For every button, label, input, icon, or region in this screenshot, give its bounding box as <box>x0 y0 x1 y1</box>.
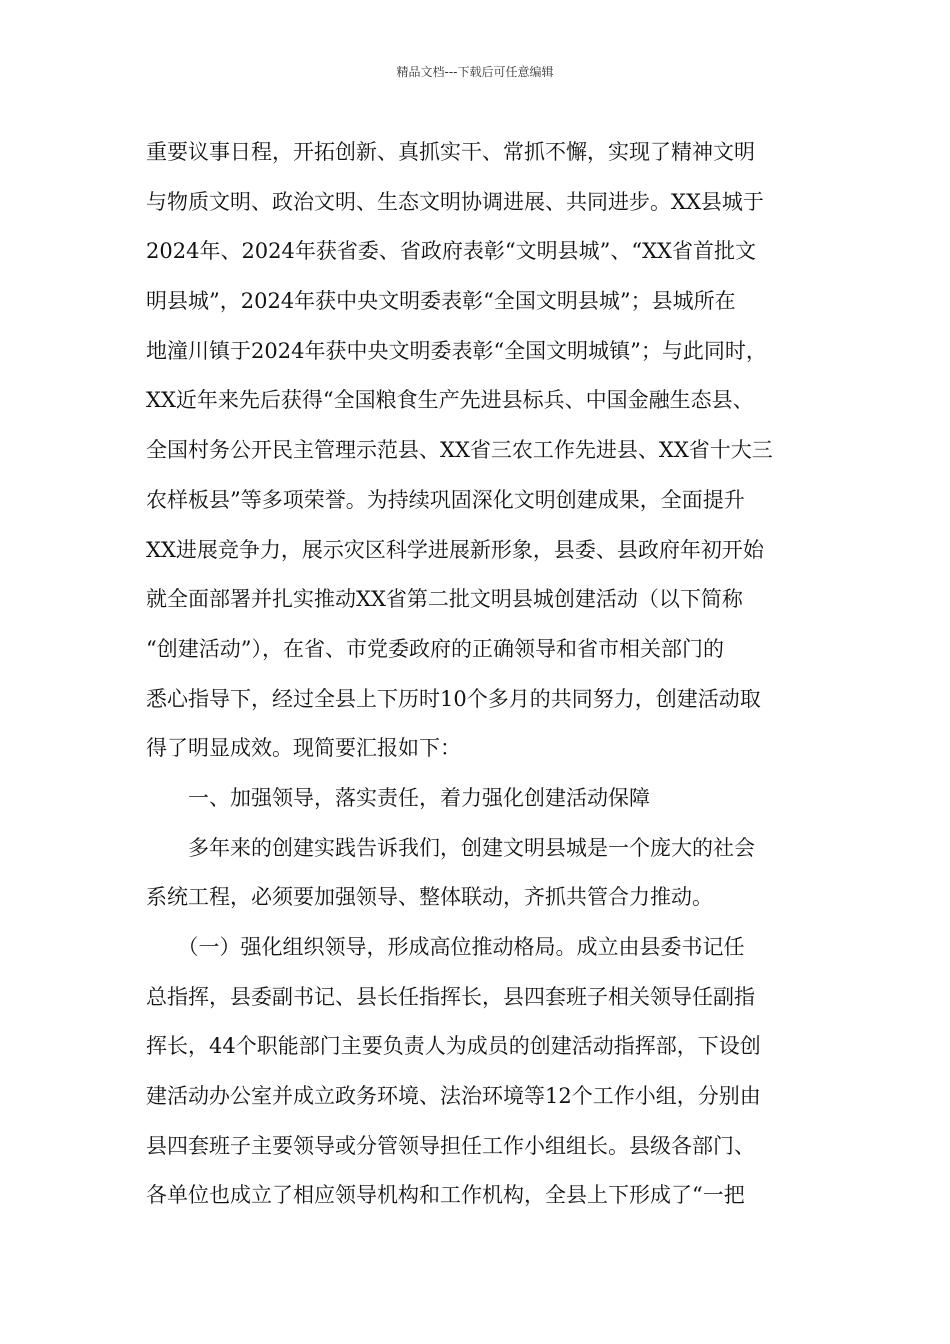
text-line: 各单位也成立了相应领导机构和工作机构，全县上下形成了“一把 <box>146 1183 745 1208</box>
text-line: 总指挥，县委副书记、县长任指挥长，县四套班子相关领导任副指 <box>146 984 755 1009</box>
text-line: 建活动办公室并成立政务环境、法治环境等12个工作小组，分别由 <box>146 1084 761 1109</box>
section-heading: 一、加强领导，落实责任，着力强化创建活动保障 <box>146 785 650 810</box>
text-line: 全国村务公开民主管理示范县、XX省三农工作先进县、XX省十大三 <box>146 438 773 463</box>
text-line: XX近年来先后获得“全国粮食生产先进县标兵、中国金融生态县、 <box>146 388 754 413</box>
text-line: “创建活动”），在省、市党委政府的正确领导和省市相关部门的 <box>146 636 724 661</box>
text-line: 多年来的创建实践告诉我们，创建文明县城是一个庞大的社会 <box>146 835 755 860</box>
text-line: 明县城”，2024年获中央文明委表彰“全国文明县城”；县城所在 <box>146 289 736 314</box>
page-header: 精品文档---下载后可任意编辑 <box>396 65 554 79</box>
text-line: 悉心指导下，经过全县上下历时10个多月的共同努力，创建活动取 <box>146 686 761 711</box>
text-line: 就全面部署并扎实推动XX省第二批文明县城创建活动（以下简称 <box>146 587 743 612</box>
text-line: 2024年、2024年获省委、省政府表彰“文明县城”、“XX省首批文 <box>146 239 756 264</box>
text-line: 重要议事日程，开拓创新、真抓实干、常抓不懈，实现了精神文明 <box>146 140 755 164</box>
text-line: 系统工程，必须要加强领导、整体联动，齐抓共管合力推动。 <box>146 885 713 910</box>
text-line: 与物质文明、政治文明、生态文明协调进展、共同进步。XX县城于 <box>146 189 764 214</box>
text-line: 县四套班子主要领导或分管领导担任工作小组组长。县级各部门、 <box>146 1133 755 1158</box>
document-body <box>146 132 826 1225</box>
text-line: 挥长，44个职能部门主要负责人为成员的创建活动指挥部，下设创 <box>146 1034 761 1059</box>
text-line: XX进展竞争力，展示灾区科学进展新形象，县委、县政府年初开始 <box>146 537 764 562</box>
text-line: 得了明显成效。现简要汇报如下： <box>146 736 461 761</box>
text-line: 农样板县”等多项荣誉。为持续巩固深化文明创建成果，全面提升 <box>146 487 745 512</box>
text-line: （一）强化组织领导，形成高位推动格局。成立由县委书记任 <box>146 935 745 959</box>
text-line: 地潼川镇于2024年获中央文明委表彰“全国文明城镇”；与此同时， <box>146 338 767 363</box>
